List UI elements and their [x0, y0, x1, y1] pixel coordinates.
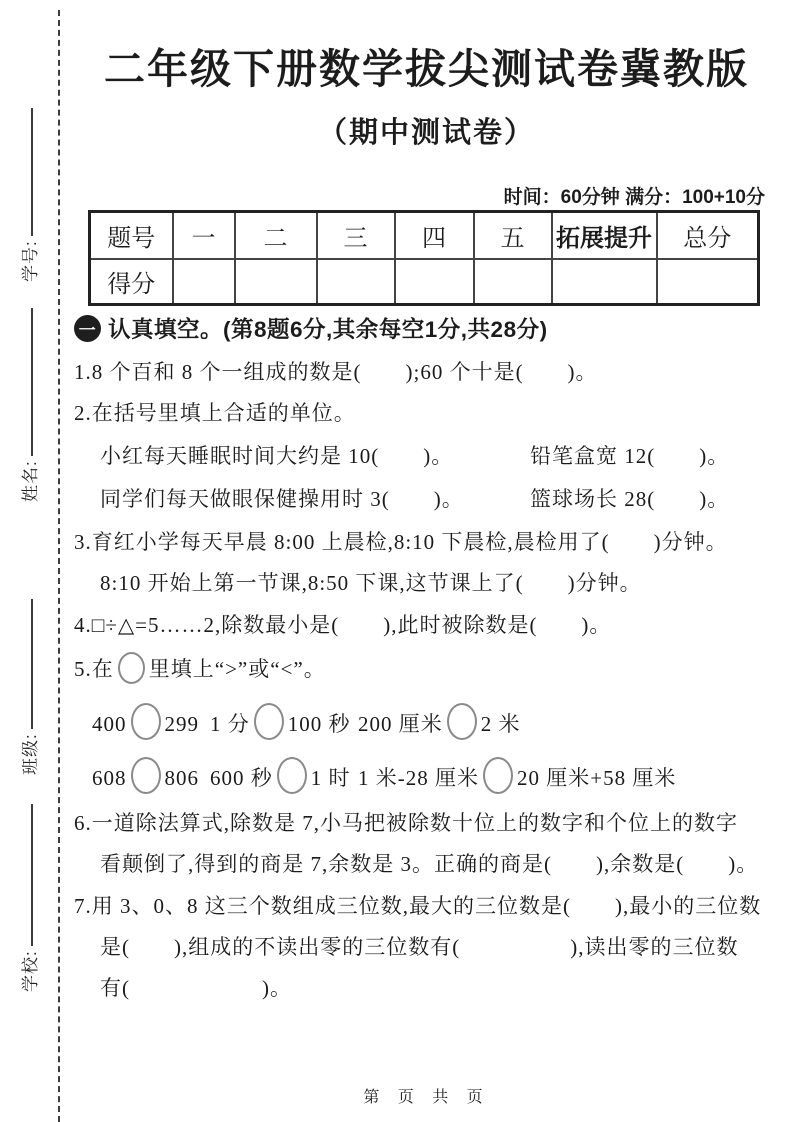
score-cell-4[interactable]: [395, 259, 474, 305]
margin-field-student-id: [16, 82, 41, 282]
question-5-stem: [74, 652, 769, 684]
q5-stem-suffix: 里填上“>”或“<”。: [148, 657, 326, 681]
question-7-line-1: 7.用 3、0、8 这三个数组成三位数,最大的三位数是( ),最小的三位数: [74, 894, 762, 918]
q2-row2-right: 篮球场长 28( )。: [530, 487, 730, 511]
compare-circle-icon[interactable]: [131, 703, 161, 740]
margin-field-name: [16, 302, 41, 502]
compare-left: 608: [92, 766, 127, 790]
margin-field-school: [16, 796, 41, 992]
compare-right: 20 厘米+58 厘米: [517, 766, 677, 790]
school-write-line[interactable]: [29, 804, 33, 946]
compare-right: 299: [164, 712, 199, 736]
compare-left: 200 厘米: [358, 712, 443, 736]
compare-right: 2 米: [480, 712, 521, 736]
q5-compare-4: [92, 757, 210, 794]
school-label: 学校:: [21, 950, 40, 992]
q5-compare-1: [92, 703, 210, 740]
compare-circle-icon[interactable]: [447, 703, 477, 740]
question-7-line-2: 是( ),组成的不读出零的三位数有( ),读出零的三位数: [100, 935, 739, 959]
question-2-row-1: [100, 440, 769, 470]
compare-circle-icon[interactable]: [483, 757, 513, 794]
question-7-line-3: 有( )。: [100, 976, 292, 1000]
score-cell-1[interactable]: [173, 259, 235, 305]
q2-row1-right: 铅笔盒宽 12( )。: [530, 444, 730, 468]
header-cell-4: 四: [395, 212, 474, 259]
score-cell-extension[interactable]: [552, 259, 657, 305]
compare-right: 806: [164, 766, 199, 790]
q2-row1-left: 小红每天睡眠时间大约是 10( )。: [100, 444, 454, 468]
q5-compare-5: [210, 757, 358, 794]
score-cell-5[interactable]: [474, 259, 552, 305]
score-cell-3[interactable]: [317, 259, 395, 305]
compare-left: 1 分: [210, 712, 250, 736]
q5-compare-3: [358, 703, 521, 740]
question-3-line-2: 8:10 开始上第一节课,8:50 下课,这节课上了( )分钟。: [100, 571, 642, 595]
question-6-line-1: 6.一道除法算式,除数是 7,小马把被除数十位上的数字和个位上的数字: [74, 811, 738, 835]
class-write-line[interactable]: [29, 599, 33, 729]
compare-circle-icon[interactable]: [254, 703, 284, 740]
section-one-note: (第8题6分,其余每空1分,共28分): [223, 317, 548, 342]
header-cell-extension: 拓展提升: [552, 212, 657, 259]
compare-circle-icon[interactable]: [277, 757, 307, 794]
paper-title: 二年级下册数学拔尖测试卷冀教版: [104, 46, 749, 92]
score-row-label: 得分: [90, 259, 173, 305]
score-table-score-row: [90, 259, 759, 305]
section-one-header: [74, 312, 548, 344]
compare-circle-icon: [118, 652, 145, 684]
page-footer: 第 页 共 页: [363, 1089, 490, 1106]
q5-compare-6: [358, 757, 676, 794]
score-table-header-row: [90, 212, 759, 259]
score-table: [88, 210, 760, 306]
paper-subtitle: （期中测试卷）: [317, 117, 535, 149]
compare-right: 100 秒: [287, 712, 351, 736]
score-cell-2[interactable]: [235, 259, 317, 305]
compare-circle-icon[interactable]: [131, 757, 161, 794]
question-1: 1.8 个百和 8 个一组成的数是( );60 个十是( )。: [74, 360, 598, 384]
compare-left: 400: [92, 712, 127, 736]
header-cell-3: 三: [317, 212, 395, 259]
header-cell-2: 二: [235, 212, 317, 259]
fold-dashed-line: [58, 10, 60, 1122]
header-cell-5: 五: [474, 212, 552, 259]
class-label: 班级:: [21, 733, 40, 775]
question-4: 4.□÷△=5……2,除数最小是( ),此时被除数是( )。: [74, 613, 612, 637]
q2-row2-left: 同学们每天做眼保健操用时 3( )。: [100, 487, 464, 511]
score-cell-total[interactable]: [657, 259, 759, 305]
circled-one-icon: 一: [74, 315, 101, 342]
question-2-row-2: [100, 483, 769, 513]
compare-left: 1 米-28 厘米: [358, 766, 479, 790]
name-write-line[interactable]: [29, 308, 33, 456]
question-2-stem: 2.在括号里填上合适的单位。: [74, 401, 356, 425]
time-and-score-info: 时间：60分钟 满分：100+10分: [503, 187, 765, 208]
compare-right: 1 时: [310, 766, 351, 790]
section-one-title: 认真填空。: [108, 317, 224, 342]
header-cell-question-no: 题号: [90, 212, 173, 259]
student-id-label: 学号:: [21, 240, 40, 282]
question-6-line-2: 看颠倒了,得到的商是 7,余数是 3。正确的商是( ),余数是( )。: [100, 852, 759, 876]
header-cell-total: 总分: [657, 212, 759, 259]
margin-field-class: [16, 583, 41, 775]
q5-compare-2: [210, 703, 358, 740]
question-5-row-1: [92, 703, 769, 740]
header-cell-1: 一: [173, 212, 235, 259]
q5-stem-prefix: 5.在: [74, 657, 114, 681]
name-label: 姓名:: [21, 460, 40, 502]
student-id-write-line[interactable]: [29, 108, 33, 236]
question-5-row-2: [92, 757, 769, 794]
compare-left: 600 秒: [210, 766, 273, 790]
question-3-line-1: 3.育红小学每天早晨 8:00 上晨检,8:10 下晨检,晨检用了( )分钟。: [74, 530, 728, 554]
